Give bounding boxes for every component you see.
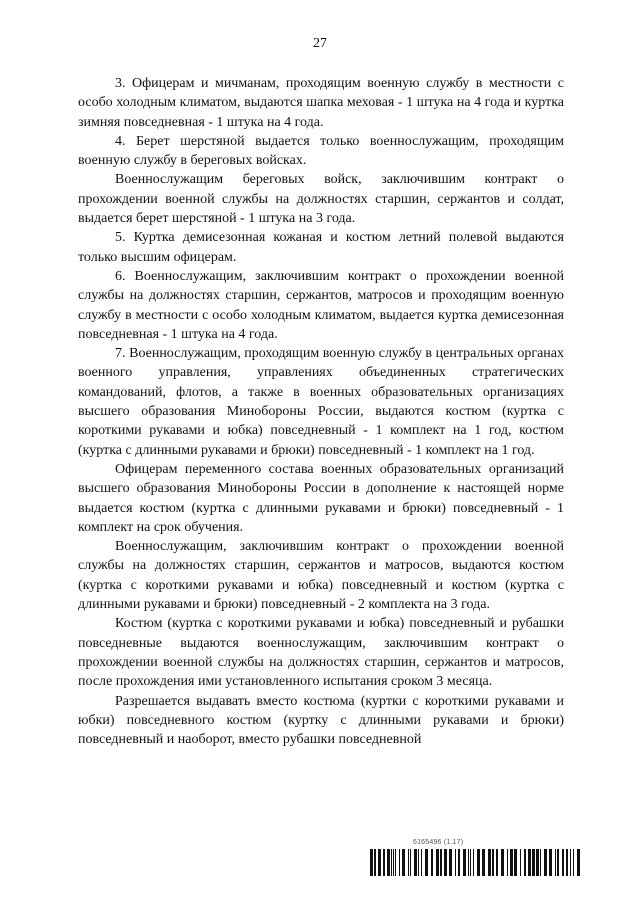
- page-number: 27: [313, 36, 327, 51]
- paragraph-suit-issue: Костюм (куртка с короткими рукавами и юбка) повседневный и рубашки повседневные выдаются военнослужащим, заключившим контракт о прохождении военной службы на должностях старшин, сержантов и матросов, после прохождения ими установленного испытания сроком 3 месяца.: [78, 616, 564, 690]
- paragraph-officers-variable: Офицерам переменного состава военных образовательных организаций высшего образования Минобороны России в дополнение к настоящей норме выдается костюм (куртка с длинными рукавами и брюки) повседневный - 1 комплект на срок обучения.: [78, 461, 564, 535]
- barcode: [370, 849, 580, 876]
- paragraph-3: 3. Офицерам и мичманам, проходящим военную службу в местности с особо холодным климатом, выдаются шапка меховая - 1 штука на 4 года и куртка зимняя повседневная - 1 штука на 4 года.: [78, 76, 564, 130]
- paragraph-coastal-troops: Военнослужащим береговых войск, заключившим контракт о прохождении военной службы на должностях старшин, сержантов и солдат, выдается берет шерстяной - 1 штука на 3 года.: [78, 172, 564, 227]
- document-code: 6165496 (1.17): [413, 839, 464, 846]
- paragraph-contract-servicemen: Военнослужащим, заключившим контракт о прохождении военной службы на должностях старшин, сержантов и матросов, выдаются костюм (куртка с короткими рукавами и юбка) повседневный и костюм (куртка с длинными рукавами и брюки) повседневный - 2 комплекта на 3 года.: [78, 539, 564, 613]
- document-body: [78, 74, 564, 749]
- paragraph-substitution: Разрешается выдавать вместо костюма (куртки с короткими рукавами и юбки) повседневного костюм (куртку с длинными рукавами и брюки) повседневный и наоборот, вместо рубашки повседневной: [78, 693, 564, 748]
- paragraph-7: 7. Военнослужащим, проходящим военную службу в центральных органах военного управления, управлениях объединенных стратегических командований, флотов, а также в военных образовательных организациях высшего образования Минобороны России, выдаются костюм (куртка с короткими рукавами и юбка) повседневный - 1 комплект на 1 год, костюм (куртка с длинными рукавами и брюки) повседневный - 1 комплект на 1 год.: [78, 346, 564, 458]
- paragraph-6: 6. Военнослужащим, заключившим контракт о прохождении военной службы на должностях старшин, сержантов, матросов и проходящим военную службу в местности с особо холодным климатом, выдается куртка демисезонная повседневная - 1 штука на 4 года.: [78, 268, 564, 342]
- paragraph-4: 4. Берет шерстяной выдается только военнослужащим, проходящим военную службу в береговых войсках.: [78, 133, 564, 169]
- paragraph-5: 5. Куртка демисезонная кожаная и костюм летний полевой выдаются только высшим офицерам.: [78, 230, 564, 265]
